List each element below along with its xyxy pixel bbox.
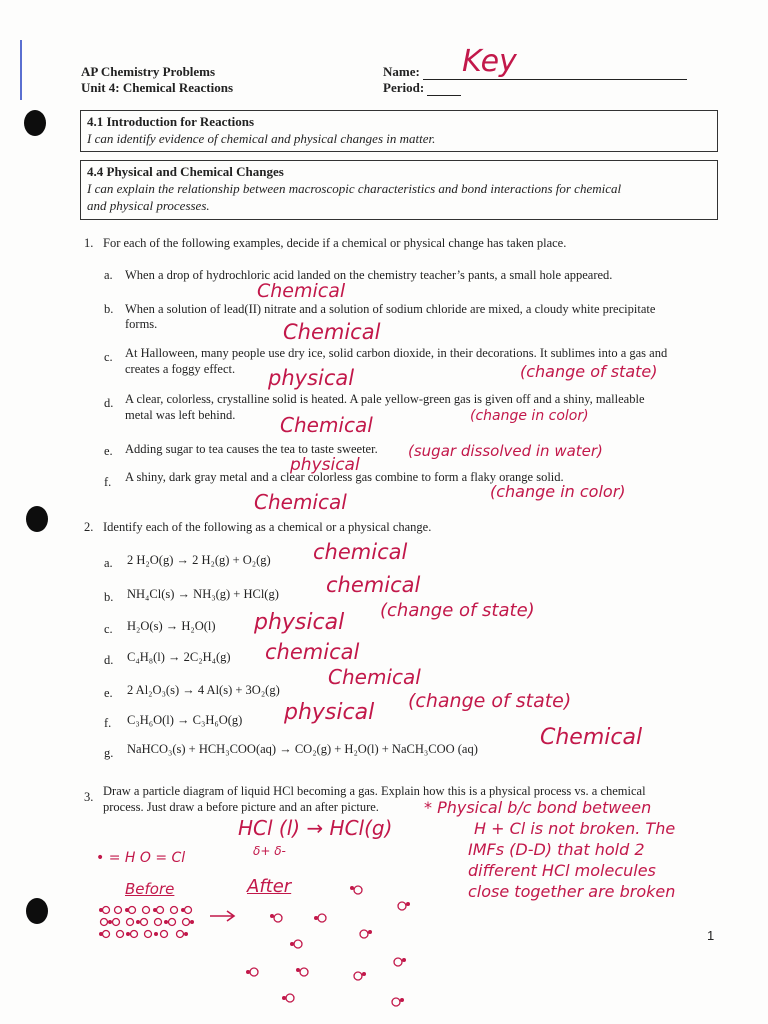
q2f-note: (change of state): [408, 690, 572, 712]
q1b-answer: Chemical: [283, 320, 381, 344]
q2g-label: g.: [104, 746, 114, 760]
q1b-text-2: forms.: [125, 317, 158, 331]
q3-dipole: δ+ δ-: [253, 844, 286, 858]
section-4-4-box: [80, 160, 718, 220]
q2e-answer: Chemical: [328, 665, 421, 689]
section-4-1-box: [80, 110, 718, 152]
q1e-answer: physical: [290, 455, 360, 475]
q2-prompt: Identify each of the following as a chemical or a physical change.: [103, 520, 432, 534]
name-label: Name:: [383, 64, 420, 79]
q1b-label: b.: [104, 302, 114, 316]
q2c-answer: physical: [254, 610, 345, 635]
q2d-answer: chemical: [265, 640, 360, 664]
q1c-note: (change of state): [520, 362, 658, 381]
q1d-text: A clear, colorless, crystalline solid is heated. A pale yellow-green gas is given off and a shiny, malleable: [125, 392, 645, 406]
q2f-reaction: C₃H₆O(l) → C₃H₆O(g): [127, 713, 243, 727]
q3-explanation-line-1: * Physical b/c bond between: [424, 798, 652, 817]
q1a-label: a.: [104, 268, 113, 282]
margin-mark: [20, 40, 22, 100]
q1d-note: (change in color): [470, 408, 589, 424]
q1c-answer: physical: [268, 366, 355, 390]
q3-before-label: Before: [125, 880, 175, 898]
name-answer: Key: [462, 44, 517, 79]
q2b-label: b.: [104, 590, 114, 604]
q2a-label: a.: [104, 556, 113, 570]
before-particle-diagram: [96, 902, 206, 946]
q1e-label: e.: [104, 444, 113, 458]
q1-number: 1.: [84, 236, 94, 250]
q1f-label: f.: [104, 475, 112, 489]
q2d-reaction: C₄H₈(l) → 2C₂H₄(g): [127, 650, 231, 664]
q2c-label: c.: [104, 622, 113, 636]
section-4-4-objective-1: I can explain the relationship between macroscopic characteristics and bond interactions for chemical: [87, 181, 622, 196]
q3-after-label: After: [247, 876, 292, 897]
unit-title: Unit 4: Chemical Reactions: [81, 80, 234, 95]
q2c-note: (change of state): [380, 600, 535, 621]
q3-explanation: [424, 797, 675, 902]
header-right: [383, 64, 687, 96]
q3-prompt-1: Draw a particle diagram of liquid HCl becoming a gas. Explain how this is a physical process vs. a chemical: [103, 784, 646, 798]
reaction-arrow-icon: [208, 908, 238, 924]
q3-explanation-line-3: IMFs (D-D) that hold 2: [468, 840, 645, 859]
q1a-answer: Chemical: [257, 280, 346, 302]
q3-prompt-2: process. Just draw a before picture and an after picture.: [103, 800, 379, 814]
q2b-answer: chemical: [326, 573, 421, 597]
q2a-answer: chemical: [313, 540, 408, 564]
q1-prompt: For each of the following examples, decide if a chemical or physical change has taken place.: [103, 236, 567, 250]
q1e-text: Adding sugar to tea causes the tea to taste sweeter.: [125, 442, 378, 456]
section-4-4-objective-2: and physical processes.: [87, 198, 210, 213]
q2b-reaction: NH₄Cl(s) → NH₃(g) + HCl(g): [127, 587, 279, 601]
q1a-text: When a drop of hydrochloric acid landed on the chemistry teacher’s pants, a small hole appeared.: [125, 268, 613, 282]
q3-legend: • = H O = Cl: [96, 850, 186, 866]
q2g-answer: Chemical: [540, 725, 643, 750]
q2g-reaction: NaHCO₃(s) + HCH₃COO(aq) → CO₂(g) + H₂O(l) + NaCH₃COO (aq): [127, 742, 478, 756]
period-line: [427, 95, 461, 96]
q2a-reaction: 2 H₂O(g) → 2 H₂(g) + O₂(g): [127, 553, 271, 567]
q2f-label: f.: [104, 716, 112, 730]
q1d-label: d.: [104, 396, 114, 410]
hole-punch-middle: [26, 506, 48, 532]
q2f-answer: physical: [284, 700, 375, 725]
q2d-label: d.: [104, 653, 114, 667]
q2c-reaction: H₂O(s) → H₂O(l): [127, 619, 216, 633]
q1d-text-2: metal was left behind.: [125, 408, 236, 422]
q1f-text: A shiny, dark gray metal and a clear colorless gas combine to form a flaky orange solid.: [125, 470, 564, 484]
q3-equation: HCl (l) → HCl(g): [238, 816, 393, 840]
hole-punch-bottom: [26, 898, 48, 924]
q1c-label: c.: [104, 350, 113, 364]
after-particle-diagram: [240, 880, 430, 1010]
hole-punch-top: [24, 110, 46, 136]
q1c-text-2: creates a foggy effect.: [125, 362, 236, 376]
name-line: [423, 79, 687, 80]
q1e-note: (sugar dissolved in water): [408, 442, 603, 460]
q2e-reaction: 2 Al₂O₃(s) → 4 Al(s) + 3O₂(g): [127, 683, 280, 697]
course-title: AP Chemistry Problems: [81, 64, 216, 79]
page-number: 1: [707, 928, 715, 943]
q2e-label: e.: [104, 686, 113, 700]
q3-number: 3.: [84, 790, 94, 804]
section-4-4-title: 4.4 Physical and Chemical Changes: [87, 164, 284, 179]
q1f-note: (change in color): [490, 482, 626, 501]
q1b-text: When a solution of lead(II) nitrate and a solution of sodium chloride are mixed, a cloudy white precipitate: [125, 302, 656, 316]
q1f-answer: Chemical: [254, 490, 347, 514]
q1c-text: At Halloween, many people use dry ice, solid carbon dioxide, in their decorations. It sublimes into a gas and: [125, 346, 668, 360]
section-4-1-title: 4.1 Introduction for Reactions: [87, 114, 255, 129]
header-left: [81, 64, 233, 96]
period-label: Period:: [383, 80, 425, 95]
q3-explanation-line-5: close together are broken: [468, 882, 676, 901]
q3-explanation-line-4: different HCl molecules: [468, 861, 656, 880]
q3-explanation-line-2: H + Cl is not broken. The: [474, 819, 676, 838]
q2-number: 2.: [84, 520, 94, 534]
q1d-answer: Chemical: [280, 413, 373, 437]
section-4-1-objective: I can identify evidence of chemical and physical changes in matter.: [87, 131, 436, 146]
